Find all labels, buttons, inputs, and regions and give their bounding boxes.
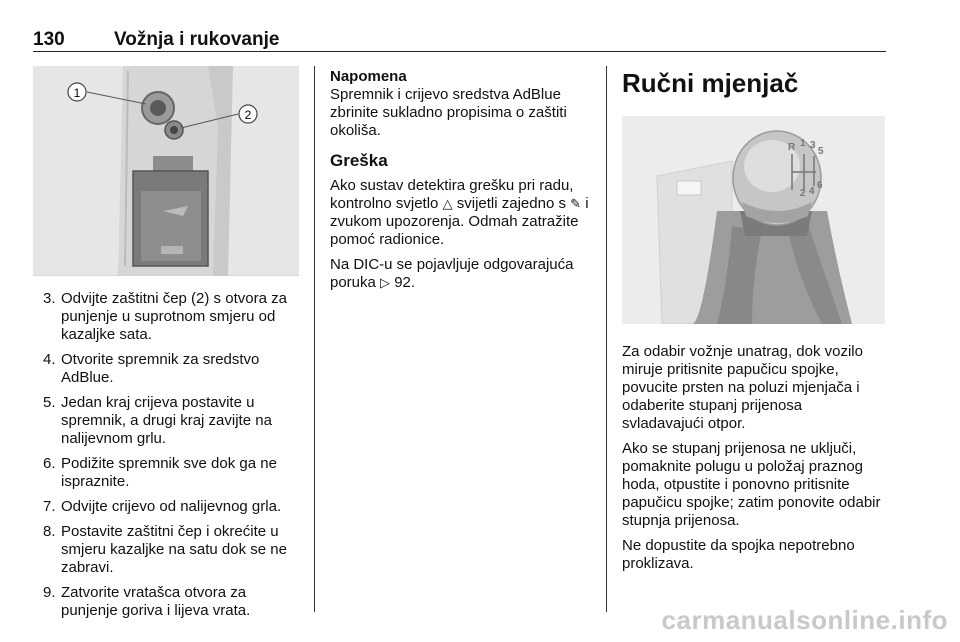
list-item: 3. Odvijte zaštitni čep (2) s otvora za punjenje u suprotnom smjeru od kazaljke sata. bbox=[43, 290, 287, 343]
manual-paragraph-2: Ako se stupanj prijenosa ne uključi, pomaknite polugu u položaj praznog hoda, otpustite i ponovno pritisnite papučicu spojke; zatim ponovite odabir stupnja prijenosa. bbox=[622, 440, 881, 529]
steps-list bbox=[33, 290, 303, 620]
list-item: 7. Odvijte crijevo od nalijevnog grla. bbox=[43, 498, 282, 515]
adblue-filler-figure bbox=[33, 66, 299, 276]
watermark: carmanualsonline.info bbox=[661, 605, 948, 635]
svg-text:2: 2 bbox=[800, 188, 806, 199]
list-item: 5. Jedan kraj crijeva postavite u spremnik, a drugi kraj zavijte na nalijevnom grlu. bbox=[43, 394, 272, 447]
adblue-warning-icon: △ bbox=[442, 196, 453, 211]
column-divider bbox=[606, 66, 607, 612]
greska-paragraph-1: Ako sustav detektira grešku pri radu, kontrolno svjetlo △ svijetli zajedno s ✎ i zvukom upozorenja. Odmah zatražite pomoć radionice. bbox=[330, 177, 589, 248]
page-reference-icon: ▷ bbox=[380, 275, 391, 290]
svg-text:3: 3 bbox=[810, 140, 816, 151]
svg-text:1: 1 bbox=[800, 138, 806, 149]
svg-text:R: R bbox=[788, 142, 796, 153]
adblue-filler-illustration bbox=[33, 66, 299, 276]
list-item: 9. Zatvorite vratašca otvora za punjenje goriva i lijeva vrata. bbox=[43, 584, 251, 619]
list-item: 4. Otvorite spremnik za sredstvo AdBlue. bbox=[43, 351, 260, 386]
greska-paragraph-2: Na DIC-u se pojavljuje odgovarajuća poruka ▷ 92. bbox=[330, 256, 574, 291]
svg-text:2: 2 bbox=[244, 108, 252, 122]
svg-text:4: 4 bbox=[809, 186, 815, 197]
svg-text:1: 1 bbox=[73, 86, 81, 100]
gear-lever-figure bbox=[622, 116, 885, 324]
list-item: 8. Postavite zaštitni čep i okrećite u smjeru kazaljke na satu dok se ne zabravi. bbox=[43, 523, 287, 576]
column-divider bbox=[314, 66, 315, 612]
gear-lever-illustration bbox=[622, 116, 885, 324]
list-item: 6. Podižite spremnik sve dok ga ne ispraznite. bbox=[43, 455, 277, 490]
section-title-manual: Ručni mjenjač bbox=[622, 68, 799, 98]
svg-text:6: 6 bbox=[817, 180, 823, 191]
note-text: Spremnik i crijevo sredstva AdBlue zbrinite sukladno propisima o zaštiti okoliša. bbox=[330, 86, 567, 139]
callout-1 bbox=[68, 83, 86, 101]
manual-paragraph-1: Za odabir vožnje unatrag, dok vozilo miruje pritisnite papučicu spojke, povucite prsten na poluzi mjenjača i odaberite stupanj prijenosa svladavajući otpor. bbox=[622, 343, 863, 432]
section-heading-greska: Greška bbox=[330, 151, 388, 170]
left-column bbox=[33, 290, 303, 627]
note-heading: Napomena bbox=[330, 68, 407, 85]
page-header bbox=[33, 25, 886, 52]
right-column bbox=[622, 343, 886, 580]
chapter-title: Vožnja i rukovanje bbox=[114, 29, 280, 50]
svg-text:5: 5 bbox=[818, 146, 824, 157]
middle-column bbox=[330, 68, 592, 299]
wrench-icon: ✎ bbox=[570, 196, 582, 211]
callout-2 bbox=[239, 105, 257, 123]
page-number: 130 bbox=[33, 29, 65, 50]
manual-paragraph-3: Ne dopustite da spojka nepotrebno proklizava. bbox=[622, 537, 855, 572]
